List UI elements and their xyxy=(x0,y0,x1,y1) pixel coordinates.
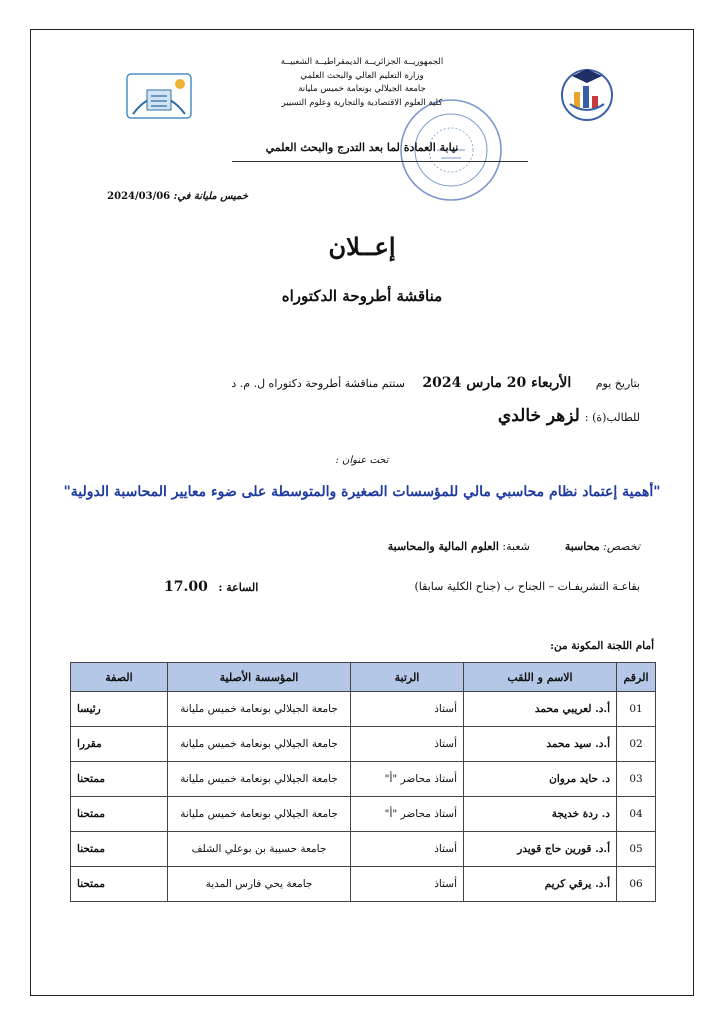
branch-label: شعبة: xyxy=(502,540,530,553)
member-institution: جامعة يحي فارس المدية xyxy=(168,867,351,902)
col-name: الاسم و اللقب xyxy=(464,663,617,692)
col-rank: الرتبة xyxy=(351,663,464,692)
date-value: 2024/03/06 xyxy=(107,191,171,202)
member-role: ممتحنا xyxy=(71,832,168,867)
table-row xyxy=(71,797,656,832)
member-role: رئيسا xyxy=(71,692,168,727)
date-label: خميس مليانة في: xyxy=(173,191,248,202)
row-num: 05 xyxy=(617,832,656,867)
member-name: أ.د. قورين حاج قويدر xyxy=(464,832,617,867)
date-suffix: ستتم مناقشة أطروحة دكتوراه ل. م. د xyxy=(231,377,405,390)
deanery-line: نيابة العمادة لما بعد التدرج والبحث العلمي xyxy=(265,141,459,154)
member-institution: جامعة حسيبة بن بوعلي الشلف xyxy=(168,832,351,867)
institution-header xyxy=(0,56,724,110)
table-row xyxy=(71,832,656,867)
row-num: 02 xyxy=(617,727,656,762)
col-institution: المؤسسة الأصلية xyxy=(168,663,351,692)
member-institution: جامعة الجيلالي بونعامة خميس مليانة xyxy=(168,797,351,832)
table-row xyxy=(71,762,656,797)
committee-label: أمام اللجنة المكونة من: xyxy=(550,640,654,652)
header-divider xyxy=(232,161,528,162)
ministry-line: وزارة التعليم العالي والبحث العلمي xyxy=(300,70,424,81)
announcement-subtitle: مناقشة أطروحة الدكتوراه xyxy=(281,287,443,305)
announcement-title: إعــلان xyxy=(328,232,396,261)
row-num: 06 xyxy=(617,867,656,902)
member-institution: جامعة الجيلالي بونعامة خميس مليانة xyxy=(168,727,351,762)
spec-label: تخصص: xyxy=(603,540,640,553)
committee-table xyxy=(70,662,656,902)
member-rank: أستاذ xyxy=(351,727,464,762)
member-rank: أستاذ xyxy=(351,832,464,867)
member-name: د. ردة خديجة xyxy=(464,797,617,832)
defense-date: الأربعاء 20 مارس 2024 xyxy=(422,375,572,391)
thesis-title-label: تحت عنوان : xyxy=(335,455,389,466)
faculty-line: كلية العلوم الاقتصادية والتجارية وعلوم التسيير xyxy=(281,97,443,108)
committee-header-row xyxy=(71,663,656,692)
time-label: الساعة : xyxy=(218,581,259,594)
student-name: لزهر خالدي xyxy=(497,406,580,426)
row-num: 04 xyxy=(617,797,656,832)
member-name: أ.د. سيد محمد xyxy=(464,727,617,762)
member-name: أ.د. يرقي كريم xyxy=(464,867,617,902)
member-rank: أستاذ xyxy=(351,692,464,727)
spec-value: محاسبة xyxy=(564,540,600,553)
col-role: الصفة xyxy=(71,663,168,692)
table-row xyxy=(71,727,656,762)
member-name: أ.د. لعريبي محمد xyxy=(464,692,617,727)
table-row xyxy=(71,867,656,902)
republic-line: الجمهوريــة الجزائريــة الديمقراطيــة الشعبيــة xyxy=(280,57,444,67)
col-num: الرقم xyxy=(617,663,656,692)
specialization-line xyxy=(388,540,640,553)
member-institution: جامعة الجيلالي بونعامة خميس مليانة xyxy=(168,762,351,797)
venue: بقاعـة التشريفـات – الجناح ب (جناح الكلية سابقا) xyxy=(414,580,640,593)
member-role: ممتحنا xyxy=(71,797,168,832)
member-role: ممتحنا xyxy=(71,867,168,902)
member-rank: أستاذ xyxy=(351,867,464,902)
student-label: للطالب(ة) : xyxy=(584,411,640,424)
thesis-title: "أهمية إعتماد نظام محاسبي مالي للمؤسسات الصغيرة والمتوسطة على ضوء معايير المحاسبة الدولية" xyxy=(63,484,661,500)
defense-date-line xyxy=(231,375,640,391)
member-rank: أستاذ محاضر "أ" xyxy=(351,797,464,832)
date-prefix: بتاريخ يوم xyxy=(595,377,640,390)
branch-value: العلوم المالية والمحاسبة xyxy=(387,540,499,553)
time-value: 17.00 xyxy=(164,579,208,595)
table-row xyxy=(71,692,656,727)
student-line xyxy=(498,406,640,426)
member-role: مقررا xyxy=(71,727,168,762)
member-institution: جامعة الجيلالي بونعامة خميس مليانة xyxy=(168,692,351,727)
member-name: د. حايد مروان xyxy=(464,762,617,797)
university-line: جامعة الجيلالي بونعامة خميس مليانة xyxy=(298,84,426,94)
time-line xyxy=(164,579,258,595)
row-num: 03 xyxy=(617,762,656,797)
member-role: ممتحنا xyxy=(71,762,168,797)
venue-line xyxy=(415,580,640,593)
member-rank: أستاذ محاضر "أ" xyxy=(351,762,464,797)
issue-date xyxy=(107,191,248,202)
row-num: 01 xyxy=(617,692,656,727)
